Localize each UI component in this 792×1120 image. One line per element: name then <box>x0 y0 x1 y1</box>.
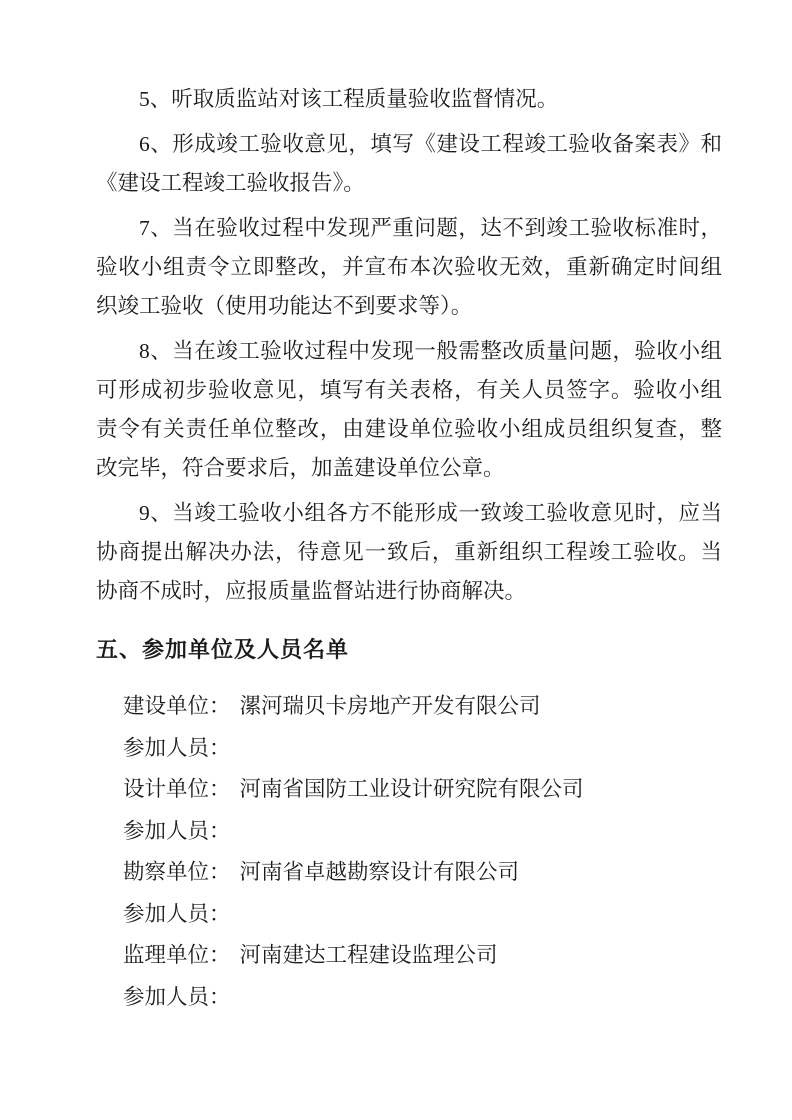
participant-row <box>96 977 722 1019</box>
participant-label: 参加人员： <box>123 901 231 926</box>
participant-row <box>96 852 722 894</box>
paragraph-line: 8、当在竣工验收过程中发现一般需整改质量问题，验收小组 <box>139 339 722 363</box>
participant-row <box>96 935 722 977</box>
body-paragraph <box>96 332 722 488</box>
document-content <box>96 0 722 1018</box>
participant-row <box>96 811 722 853</box>
participant-label: 设计单位： <box>123 777 231 801</box>
paragraph-line: 织竣工验收（使用功能达不到要求等）。 <box>96 294 473 318</box>
participant-value: 河南建达工程建设监理公司 <box>239 943 498 967</box>
body-paragraph <box>96 80 722 119</box>
participant-label: 监理单位： <box>123 943 231 967</box>
body-paragraph <box>96 494 722 611</box>
participant-label: 参加人员： <box>123 984 231 1009</box>
participant-label: 建设单位： <box>123 694 231 718</box>
paragraph-line: 责令有关责任单位整改，由建设单位验收小组成员组织复查，整 <box>96 417 722 441</box>
participant-value: 河南省国防工业设计研究院有限公司 <box>239 777 584 801</box>
participant-list <box>96 686 722 1018</box>
paragraph-line: 改完毕，符合要求后，加盖建设单位公章。 <box>96 456 505 480</box>
participant-label: 参加人员： <box>123 818 231 843</box>
paragraph-line: 《建设工程竣工验收报告》。 <box>96 171 365 195</box>
body-paragraph <box>96 209 722 326</box>
participant-row <box>96 769 722 811</box>
paragraph-line: 5、听取质监站对该工程质量验收监督情况。 <box>139 87 559 111</box>
paragraph-line: 6、形成竣工验收意见，填写《建设工程竣工验收备案表》和 <box>139 132 722 156</box>
paragraph-line: 7、当在验收过程中发现严重问题，达不到竣工验收标准时， <box>139 216 722 240</box>
participant-label: 参加人员： <box>123 735 231 760</box>
participant-row <box>96 686 722 728</box>
paragraph-line: 协商不成时，应报质量监督站进行协商解决。 <box>96 579 527 603</box>
participant-value: 漯河瑞贝卡房地产开发有限公司 <box>239 694 541 718</box>
paragraph-line: 可形成初步验收意见，填写有关表格，有关人员签字。验收小组 <box>96 378 722 402</box>
participant-row <box>96 894 722 936</box>
paragraph-line: 协商提出解决办法，待意见一致后，重新组织工程竣工验收。当 <box>96 540 722 564</box>
section-heading: 五、参加单位及人员名单 <box>96 637 350 662</box>
paragraph-line: 9、当竣工验收小组各方不能形成一致竣工验收意见时，应当 <box>139 501 722 525</box>
participant-value: 河南省卓越勘察设计有限公司 <box>239 860 520 884</box>
paragraph-line: 验收小组责令立即整改，并宣布本次验收无效，重新确定时间组 <box>96 255 722 279</box>
participant-label: 勘察单位： <box>123 860 231 884</box>
body-paragraph <box>96 125 722 203</box>
participant-row <box>96 728 722 770</box>
